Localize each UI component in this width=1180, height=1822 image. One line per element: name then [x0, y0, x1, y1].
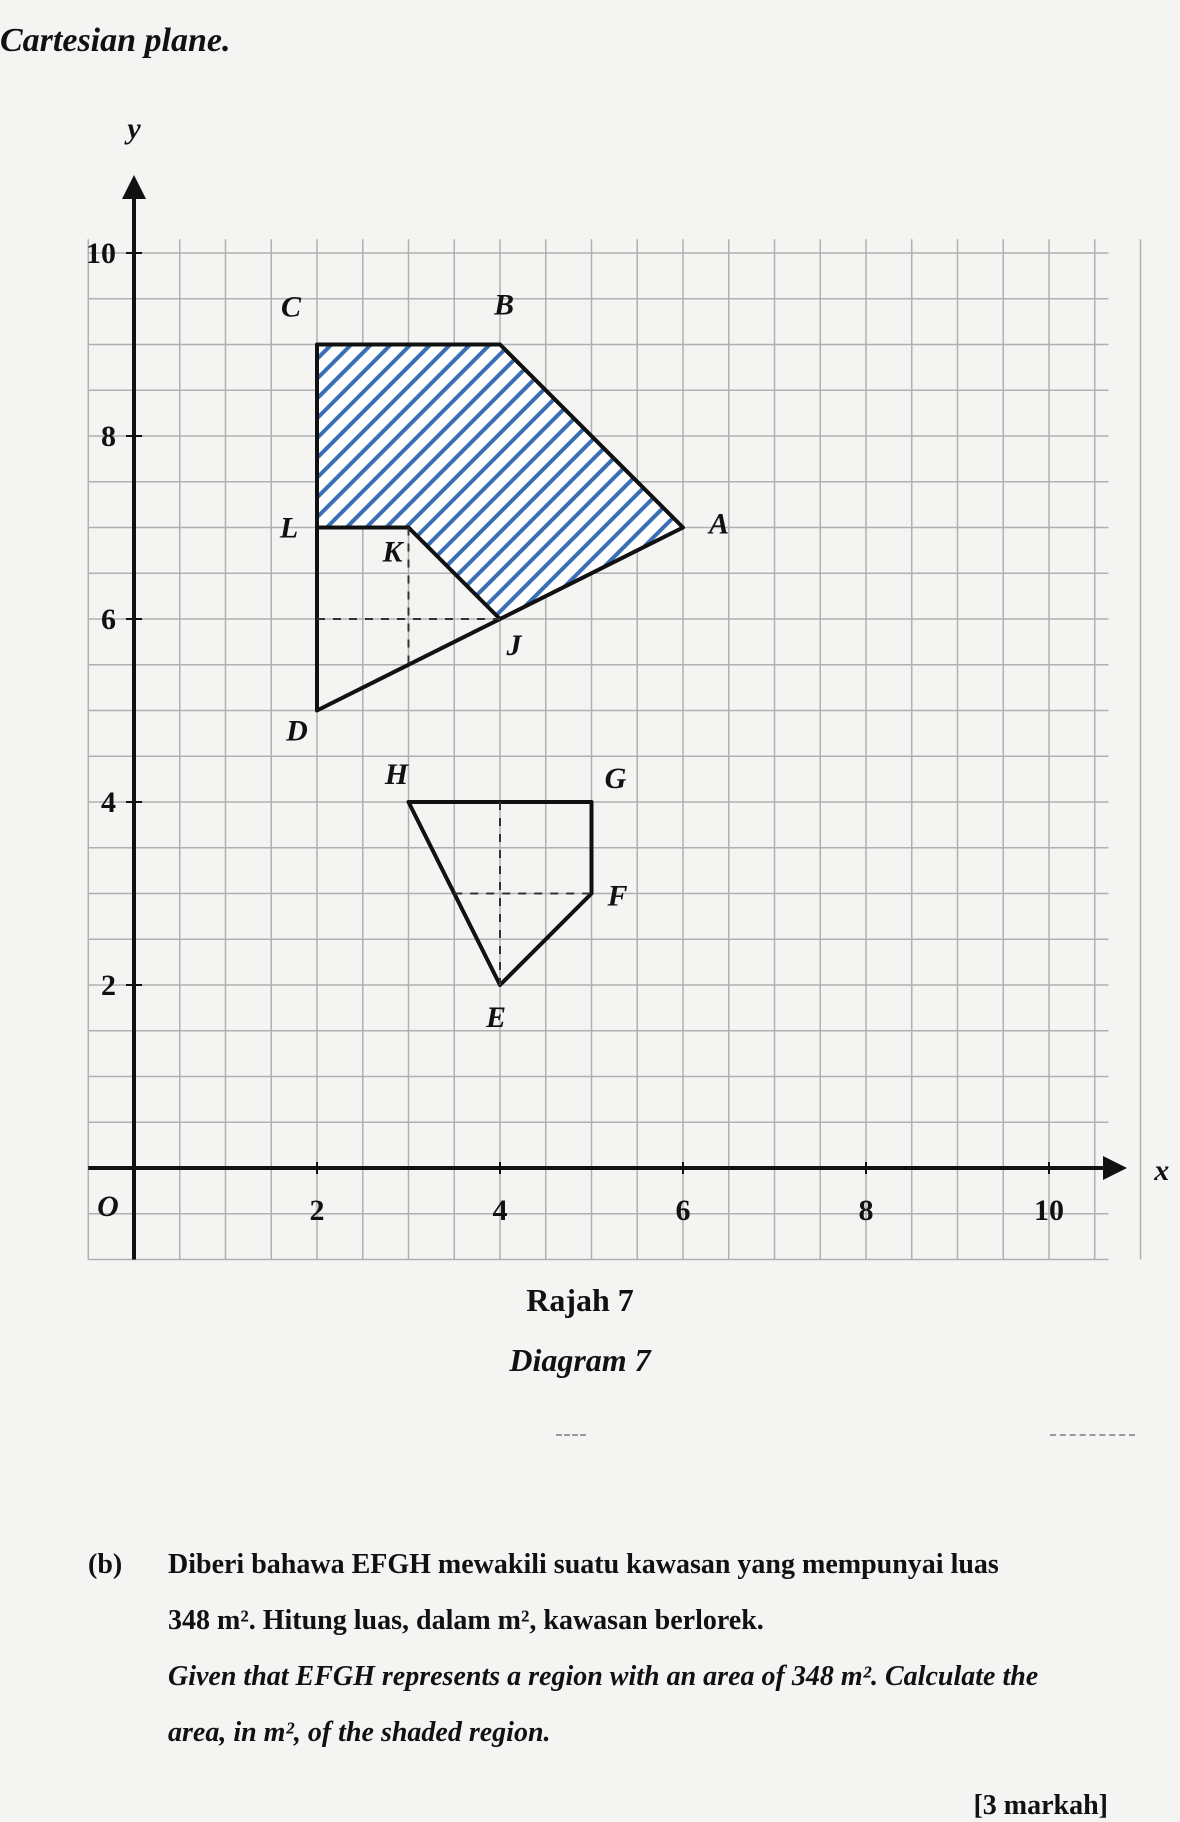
point-label-b: B — [493, 288, 515, 322]
y-axis-label: y — [127, 111, 141, 145]
question-line-en-1: Given that EFGH represents a region with an area of 348 m². Calculate the — [168, 1661, 1039, 1692]
point-label-c: C — [280, 290, 302, 324]
point-label-h: H — [384, 758, 409, 791]
origin-label: O — [97, 1190, 119, 1223]
point-label-k: K — [382, 535, 403, 569]
y-tick-label: 10 — [86, 237, 116, 270]
question-line-ms-1: Diberi bahawa EFGH mewakili suatu kawasan yang mempunyai luas — [168, 1549, 999, 1580]
point-label-d: D — [286, 714, 308, 748]
point-label-l: L — [279, 511, 299, 545]
grid — [88, 239, 1140, 1259]
divider-right — [1050, 1434, 1135, 1436]
x-tick-label: 10 — [1034, 1194, 1064, 1227]
y-tick-label: 6 — [101, 603, 116, 636]
y-tick-label: 8 — [101, 420, 116, 453]
caption-malay: Rajah 7 — [526, 1282, 634, 1318]
point-label-j: J — [506, 629, 522, 662]
question-label: (b) — [88, 1549, 123, 1580]
x-tick-label: 6 — [675, 1194, 691, 1227]
question-line-ms-2: 348 m². Hitung luas, dalam m², kawasan berlorek. — [168, 1605, 764, 1636]
point-label-a: A — [708, 507, 730, 541]
y-tick-label: 2 — [101, 969, 116, 1002]
marks: [3 markah] — [973, 1790, 1108, 1821]
question-line-en-2: area, in m², of the shaded region. — [168, 1717, 551, 1748]
x-tick-label: 2 — [309, 1194, 325, 1227]
divider-left — [556, 1434, 586, 1436]
x-axis-label: x — [1154, 1154, 1170, 1187]
labels — [86, 112, 1169, 1227]
shaded-region — [317, 345, 683, 620]
caption-english: Diagram 7 — [509, 1342, 651, 1378]
y-tick-label: 4 — [101, 786, 116, 819]
axes — [88, 180, 1122, 1260]
point-label-f: F — [607, 879, 628, 913]
question-body — [168, 1537, 1148, 1761]
heading: Cartesian plane. — [0, 22, 231, 59]
x-tick-label: 8 — [858, 1194, 874, 1227]
point-label-g: G — [604, 762, 627, 795]
x-tick-label: 4 — [492, 1194, 508, 1227]
point-label-e: E — [485, 1001, 507, 1034]
